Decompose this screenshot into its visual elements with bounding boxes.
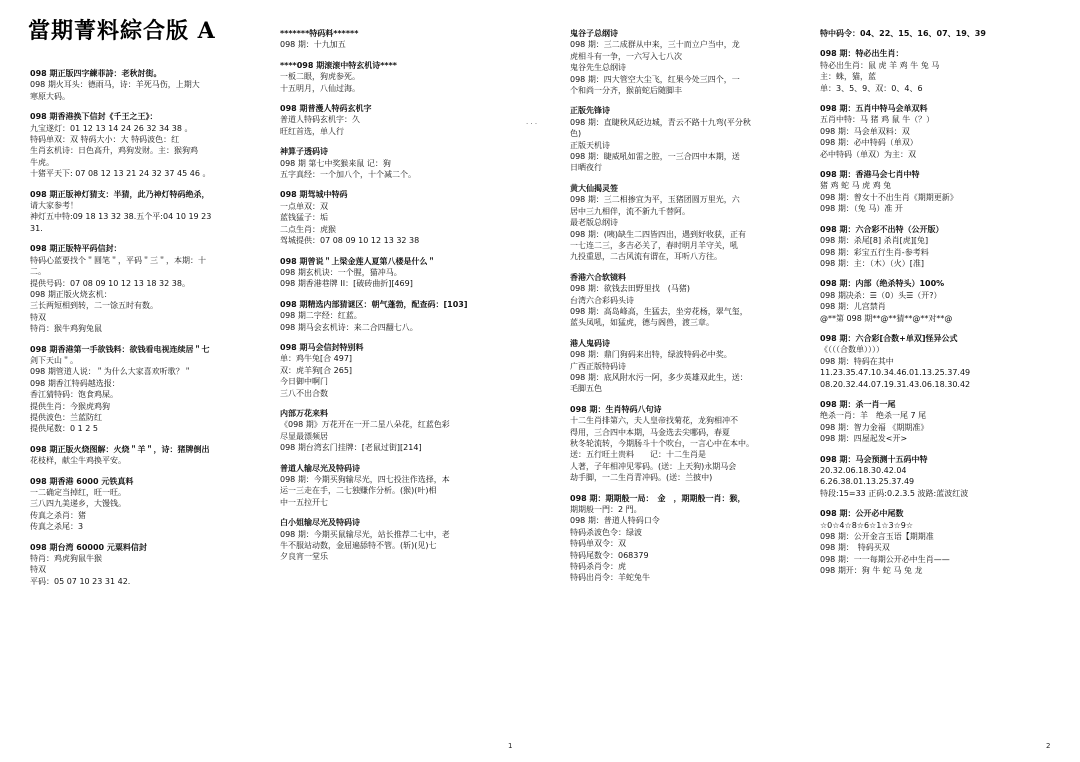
text-line: 098 期台湾玄门挂牌：[老鼠过街][214] [280,443,422,453]
text-line: 提供生肖：今猴虎鸡狗 [30,401,110,411]
text-line: 提供波色：兰蓝防红 [30,412,102,422]
text-line: 五肖中特：马 猪 鸡 鼠 牛（？） [820,115,935,125]
text-line: 098 期：今期买鼠输尽光，站长推荐二七中，老 [280,529,450,539]
text-line: 《（（（合数单）））） [820,345,884,355]
text-block [280,517,515,563]
text-line: 花枝样，献尘牛鸡换平安。 [30,456,126,466]
text-block [570,183,810,263]
text-line: 平码：05 07 10 23 31 42. [30,576,131,586]
text-line: 十猪平天下: 07 08 12 13 21 24 32 37 45 46 。 [30,169,211,179]
text-line: 098 期：智力金福 《期期准》 [820,422,929,432]
text-block [280,463,515,509]
block-heading: 098 期马会信封特别料 [280,342,364,352]
text-line: 098 期：一一每期公开必中生肖—— [820,554,950,564]
text-block [30,344,270,435]
text-line: ☆0☆4☆8☆6☆1☆3☆9☆ [820,520,914,530]
text-line: 秋冬轮流转，今期肠斗十个吹台，一言心中在本中。 [570,439,754,448]
block-heading: 普道人输尽光及特码诗 [280,463,360,473]
text-line: 蓝钱猛子：垢 [280,213,328,223]
block-heading: 098 期：特必出生肖： [820,49,904,59]
text-line: @**第 098 期**@**猜**@**对**@ [820,313,953,323]
text-line: 特码杀波色令：绿波 [570,527,642,537]
text-block [820,454,1050,500]
text-line: 特双 [30,565,46,575]
text-line: 二点生肖：虎猴 [280,224,336,234]
text-line: 个和尚一分齐，猴前蛇后随脚丰 [570,86,682,96]
text-line: 香江猜特码：饱食鸡屎。 [30,390,118,400]
text-block [280,256,515,290]
block-heading: 黄大仙揭灵签 [570,183,618,193]
text-line: 蓝头凤吼，如猛虎，德与阁兽，渡三章。 [570,318,714,328]
text-block [280,408,515,454]
text-line: 098 期香江特码越选报： [30,378,120,388]
text-block [820,333,1050,390]
text-line: 一板二眼，狗虎参死。 [280,72,360,82]
text-line: 特必出生肖：鼠 虎 羊 鸡 牛 兔 马 [820,60,940,70]
column-3 [570,28,810,593]
text-line: 运一三走在手，二七独赚作分析。(猴)(叶)相 [280,486,437,496]
text-block [30,243,270,334]
column-4 [820,28,1050,586]
text-line: 三八四九美递乡，大馒钱。 [30,499,126,509]
text-line: 特码单双：双 特码大小：大 特码波色：红 [30,135,180,145]
text-block [570,28,810,96]
block-heading: *******特码料****** [280,29,359,38]
text-line: 098 期：杀尾[8] 杀肖[虎][兔] [820,236,929,246]
text-line: 098 期：三二成群从中来，三十而立户当中，龙 [570,40,740,50]
text-line: 098 期开：狗 牛 蛇 马 兔 龙 [820,566,923,576]
text-line: 098 期：直睫秋风砭边城，青云不路十九弯(平分秋 [570,117,751,127]
block-heading: 特中码令：04、22、15、16、07、19、39 [820,29,986,38]
text-line: 098 期：公开金言玉语【期期准 [820,532,934,542]
text-line: 098 期：普道人特码口令 [570,516,660,526]
text-line: 特码杀肖令：虎 [570,562,626,572]
text-block [820,28,1050,39]
text-line: 旺红首选，单人行 [280,126,344,136]
text-line: 一二确定当掉红，旺一旺。 [30,488,126,497]
text-line: 特肖：猴牛鸡狗兔鼠 [30,324,102,334]
text-line: 098 期：四大管空大尘飞，红果今处三四个，一 [570,74,740,84]
text-block [820,169,1050,215]
text-block [820,278,1050,324]
text-line: 098 期香港巷牌 II：[破砖曲折][469] [280,279,413,289]
page-number-2: 2 [1046,742,1051,750]
block-heading: 098 期正版火烧图解：火烧＂羊＂，诗：猪牌倒出 [30,444,210,454]
text-line: 098 期：欲钱去田野里找 (马猪) [570,284,691,294]
text-block [820,508,1050,576]
text-line: 牛虎。 [30,157,54,167]
text-line: 098 期：十九加五 [280,40,346,50]
text-line: 得用，三合四中本期，马金选去尖哪码，春夏 [570,427,730,437]
text-line: 生肖玄机诗：日色高升，鸡狗发财。主：猴狗鸡 [30,146,198,156]
text-line: 098 期 第七中奖猴来鼠 记：狗 [280,158,391,168]
text-line: 尽显最漂频居 [280,431,328,441]
block-heading: 港人鬼码诗 [570,338,610,348]
margin-dots: . . . [526,118,538,126]
text-line: 剑下天山＂。 [30,355,78,365]
block-heading: 098 期正版神灯猜支：半猜，此乃神灯特码绝杀， [30,189,210,199]
text-line: 单：3、5、9、双：0、4、6 [820,83,923,93]
text-line: 一七连二三，多吉必关了，春时明月羊守关，吼 [570,240,738,250]
text-line: 098 期：高岛峰高，生猛去，坐旁花杨，翠气玺， [570,306,748,316]
text-line: 098 期：马会单双料：双 [820,126,910,136]
block-heading: 098 期：杀一肖一尾 [820,399,896,409]
block-heading: 098 期：香港马会七肖中特 [820,170,920,180]
text-line: 牛不服站动数，金屈遍舔特不管。(斩)(见)七 [280,541,437,551]
text-line: 098 期玄机诀：一个腥，猫冲马。 [280,267,402,277]
document-title: 當期菁料綜合版 A [28,18,216,44]
text-line: 期期般一門：2 門。 [570,505,642,515]
block-heading: 鬼谷子总纲诗 [570,29,618,38]
text-line: 传真之杀尾：3 [30,522,84,532]
text-line: 098 期火耳头：德雨马，诗：羊死马伤，上期大 [30,80,200,90]
text-block [570,404,810,484]
block-heading: 098 期精选内部猜谜区：朝气蓬勃，配查码：[103] [280,299,468,309]
text-line: 098 期：必中特码（单双） [820,138,918,148]
text-line: 098 期：三二相掺宜为平，玉猪团圆万里光，六 [570,195,740,205]
text-line: 提供尾数：0 1 2 5 [30,424,98,434]
text-block [820,399,1050,445]
text-line: 098 期：特码在其中 [820,356,894,366]
text-line: 传真之杀肖：猪 [30,510,86,520]
block-heading: 098 期台湾 60000 元粟料信封 [30,542,147,552]
text-line: 特双 [30,312,46,322]
text-line: 居中三九相伴，流不新九千替阿。 [570,206,690,216]
text-block [570,338,810,395]
text-block [570,272,810,329]
text-line: 三长两短相到转，二一馀五时有数。 [30,301,158,311]
text-line: 098 期决杀：☰（0）头☰（开?） [820,290,942,300]
text-block [820,224,1050,270]
text-line: 日晒夜行 [570,163,602,173]
block-heading: 098 期香港换下信封《千王之王》： [30,112,158,122]
block-heading: 098 期：五肖中特马会单双料 [820,104,928,114]
text-line: 31. [30,223,43,233]
text-block [280,28,515,51]
text-line: 寒原大码。 [30,91,70,101]
column-2 [280,28,515,572]
text-line: 6.26.38.01.13.25.37.49 [820,477,915,487]
text-line: 三八不出合数 [280,388,328,398]
text-line: 098 期：主：（木）（火）[准] [820,258,925,268]
text-line: 鬼谷先生总纲诗 [570,63,626,73]
text-line: 十五明月，八仙过海。 [280,83,360,93]
text-line: 098 期管道人说：＂为什么大家喜欢听歌？＂ [30,367,192,377]
text-line: 098 期：（兔 马）准 开 [820,204,903,214]
block-heading: 098 期：公开必中尾数 [820,509,904,519]
text-line: 虎相斗有一争，一六写入七八次 [570,51,682,61]
block-heading: 098 期香港第一手欲钱料：欲钱看电视连续居＂七 [30,344,210,354]
text-line: 098 期：儿宫禁肖 [820,302,886,312]
text-block [30,111,270,179]
text-line: 十二生肖排第六，夫人皇帝找菊花，龙狗相冲不 [570,416,738,426]
column-1 [30,68,270,596]
text-block [280,60,515,94]
text-block [820,48,1050,94]
text-line: 098 期马会玄机诗：来二合四翻七八。 [280,322,418,332]
text-line: 请大家参考！ [30,201,78,211]
text-block [30,444,270,467]
block-heading: 正版先锋诗 [570,106,610,116]
block-heading: 098 期曾说＂上梁金莲人夏第八楼是什么＂ [280,256,436,266]
text-line: 特码心蓝要找个＂圆笔＂，平码＂三＂，本期：十 [30,255,206,265]
text-block [570,105,810,173]
text-block [30,542,270,588]
text-line: 中一五拉开七 [280,497,328,507]
block-heading: 098 期普濩人特码玄机字 [280,104,372,114]
text-line: 098 期正版火烧玄机： [30,289,112,299]
block-heading: 098 期香港 6000 元铁真料 [30,476,134,486]
text-line: 一点单双：双 [280,201,328,211]
text-line: 098 期：今期买狗输尽光，四七投注作选择，本 [280,475,450,484]
text-line: 20.32.06.18.30.42.04 [820,466,907,475]
text-line: 098 期： 特码买双 [820,543,890,553]
text-line: 今日御中啊门 [280,377,328,387]
text-line: 驾城提供：07 08 09 10 12 13 32 38 [280,236,420,246]
text-line: 劫手脚，一二生肖青冲码。(送：兰披中) [570,473,713,483]
block-heading: 内部万花来料 [280,408,328,418]
text-block [820,103,1050,160]
text-block [280,189,515,246]
text-line: 必中特码（单双）为主：双 [820,149,916,159]
text-block [30,476,270,533]
text-line: 正版天机诗 [570,140,610,150]
block-heading: 098 期：生肖特码八句诗 [570,404,662,414]
text-line: 11.23.35.47.10.34.46.01.13.25.37.49 [820,368,971,378]
text-line: 098 期：四屋起发<开> [820,434,908,444]
text-line: 普道人特码玄机字：久 [280,115,360,125]
text-line: 广西正版特码诗 [570,361,626,371]
text-block [280,342,515,399]
block-heading: 098 期：六合彩[合数+单双]怪异公式 [820,333,958,343]
text-line: 双：虎羊狗[合 265] [280,365,353,375]
block-heading: 098 期正版四字練菲詩：老秋討街。 [30,69,162,78]
text-line: 主：蛛，猫，蓝 [820,72,876,82]
page-number-1: 1 [508,742,513,750]
text-line: 猪 鸡 蛇 马 虎 鸡 兔 [820,181,892,191]
block-heading: 神算子透码诗 [280,147,328,157]
text-line: 九投重恩，二古风流有谓在，耳听八方往。 [570,252,722,262]
text-line: 送：五行旺土贵料 记：十二生肖是 [570,450,706,460]
text-line: 毛脚五色 [570,384,602,394]
text-block [30,189,270,235]
text-line: 098 期二字经：红蓝。 [280,311,362,321]
block-heading: 098 期：期期般一局： 金 ，期期般一肖：猴， [570,493,746,503]
page-2 [540,0,1080,762]
text-block [280,146,515,180]
text-line: 绝杀一肖：羊 绝杀一尾 7 尾 [820,411,927,421]
text-line: 《098 期》万花开在一开二星八朵花，红蓝色彩 [280,420,450,430]
text-line: 特段:15=33 正码:0.2.3.5 波路:蓝波红波 [820,488,969,498]
block-heading: 098 期：六合彩不出特（公开版） [820,224,944,234]
text-line: 098 期：曾女十不出生肖《期期更新》 [820,192,958,202]
text-line: 人著，子年相冲见零码。(送：上天狗)永期马会 [570,461,737,471]
text-line: 098 期：鼎门狗码来出特，绿波特码必中奖。 [570,350,732,360]
block-heading: ****098 期滚滚中特玄机诗**** [280,60,397,70]
text-line: 098 期：彩宝五行生肖-参考料 [820,247,929,257]
text-line: 特码单双令：双 [570,539,626,549]
text-line: 098 期：(咦)缺生二四皆四出，遇到好收获，正有 [570,229,747,239]
text-line: 08.20.32.44.07.19.31.43.06.18.30.42 [820,379,971,389]
text-line: 最老版总纲诗 [570,218,618,228]
text-line: 夕良宵一堂乐 [280,552,328,562]
block-heading: 098 期：马会预测十五码中特 [820,454,928,464]
text-line: 神灯五中特:09 18 13 32 38.五个平:04 10 19 23 [30,212,212,222]
text-line: 台湾六合彩码头诗 [570,295,634,305]
block-heading: 香港六合软镜料 [570,272,626,282]
text-line: 特肖：鸡虎狗鼠牛猴 [30,554,102,564]
text-line: 五字真经：一个加八个，十个减二个。 [280,170,416,180]
text-block [280,103,515,137]
text-line: 特码出肖令：羊蛇兔牛 [570,573,650,583]
block-heading: 098 期：内部（绝杀特头）100% [820,279,945,289]
text-line: 098 期：睫威吼如雷之腔，一三合四中本期，送 [570,152,740,162]
text-line: 单：鸡牛兔[合 497] [280,354,353,364]
text-block [30,68,270,102]
text-line: 提供号码：07 08 09 10 12 13 18 32 38。 [30,278,190,288]
text-line: 098 期：底风附水污一阿，多少英雄双此生，送： [570,372,748,382]
block-heading: 白小姐输尽光及特码诗 [280,518,360,528]
text-block [280,299,515,333]
text-line: 色) [570,129,582,139]
text-line: 九宝遂灯：01 12 13 14 24 26 32 34 38 。 [30,123,193,133]
text-line: 特码尾数令：068379 [570,550,649,560]
block-heading: 098 期驾城中特码 [280,190,348,200]
text-line: 二。 [30,267,46,277]
block-heading: 098 期正版特平码信封： [30,244,122,254]
text-block [570,493,810,584]
